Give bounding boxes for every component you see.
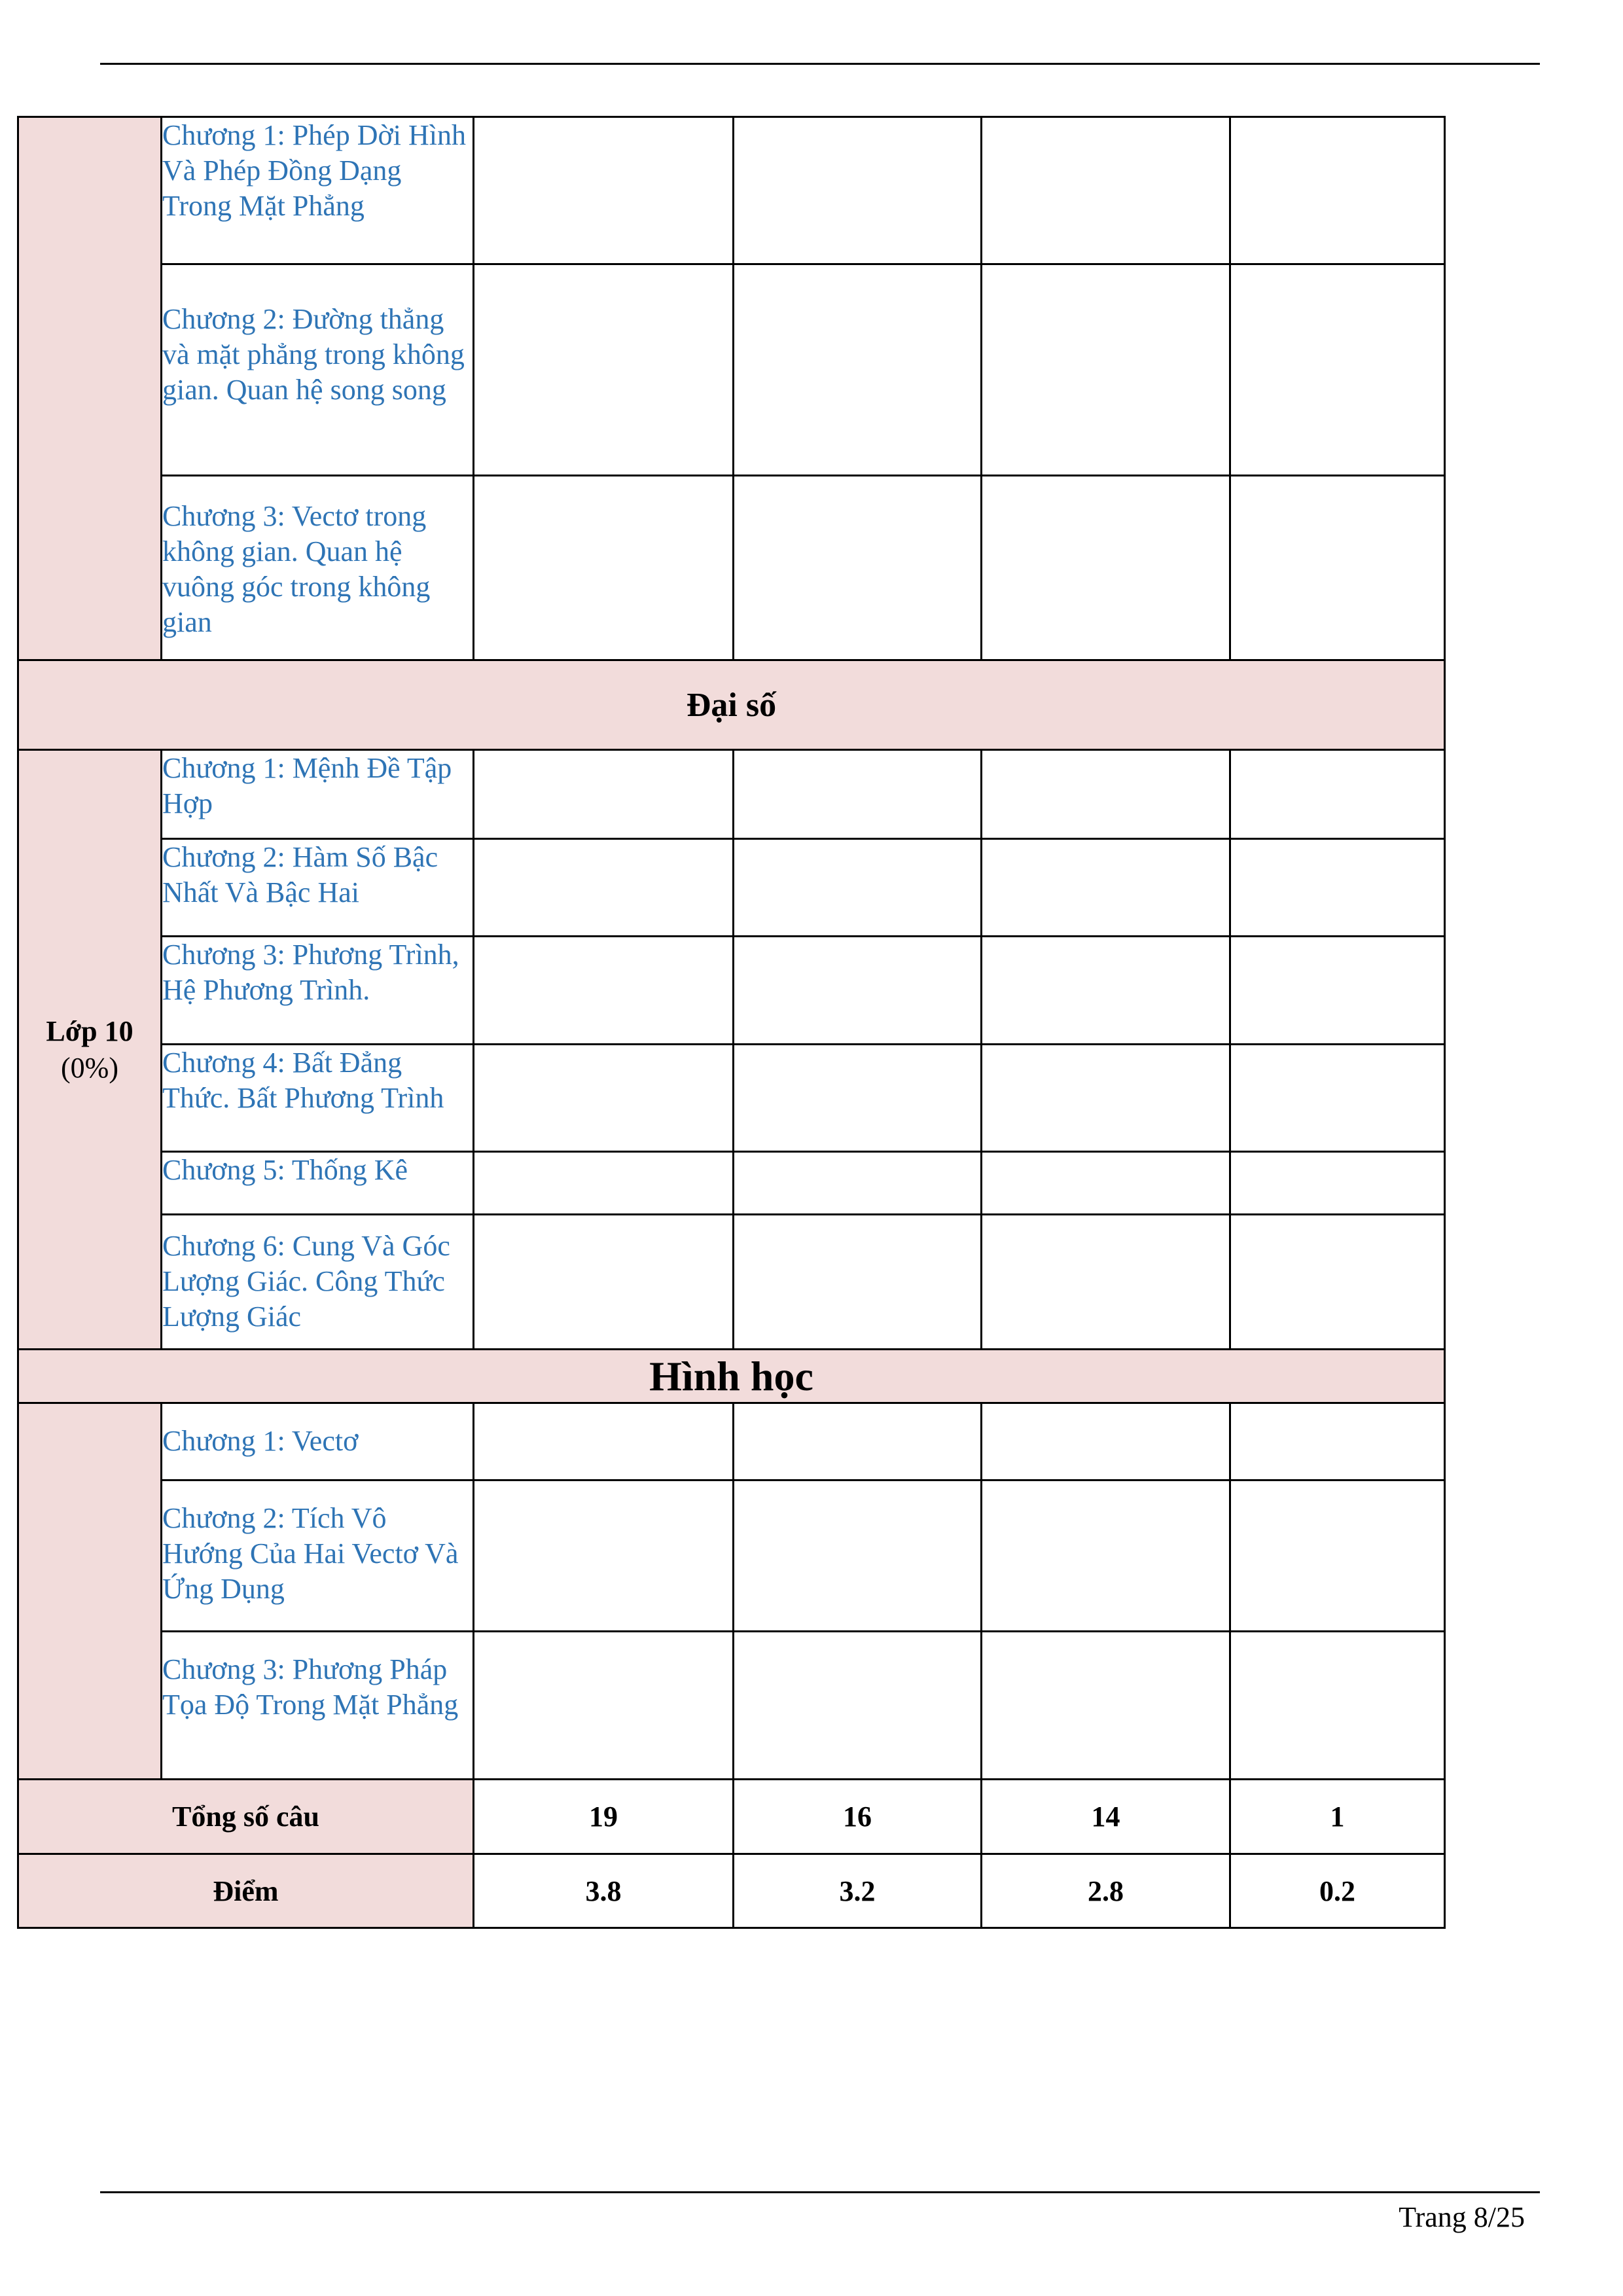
chapter-cell: Chương 3: Phương Trình, Hệ Phương Trình. (162, 937, 474, 1045)
table-row (18, 264, 1445, 476)
grade-cell-lop-10 (18, 750, 162, 1350)
section-row-algebra (18, 660, 1445, 750)
empty-cell (474, 1480, 734, 1632)
table-row (18, 937, 1445, 1045)
section-title-algebra: Đại số (18, 660, 1445, 750)
empty-cell (982, 750, 1230, 839)
empty-cell (982, 1045, 1230, 1152)
empty-cell (474, 1152, 734, 1215)
table-row (18, 1045, 1445, 1152)
empty-cell (1230, 1480, 1445, 1632)
score-value: 3.8 (474, 1854, 734, 1928)
score-value: 2.8 (982, 1854, 1230, 1928)
page-number: Trang 8/25 (1399, 2201, 1525, 2233)
header-rule (100, 63, 1540, 65)
empty-cell (982, 264, 1230, 476)
empty-cell (474, 1045, 734, 1152)
table-row (18, 839, 1445, 937)
empty-cell (982, 476, 1230, 660)
empty-cell (474, 750, 734, 839)
score-value: 0.2 (1230, 1854, 1445, 1928)
table-row (18, 750, 1445, 839)
exam-matrix-table (17, 116, 1446, 1929)
chapter-cell: Chương 2: Hàm Số Bậc Nhất Và Bậc Hai (162, 839, 474, 937)
grade-percent: (0%) (61, 1051, 118, 1084)
table-row (18, 1480, 1445, 1632)
table-row (18, 476, 1445, 660)
empty-cell (734, 937, 982, 1045)
chapter-cell: Chương 6: Cung Và Góc Lượng Giác. Công Thức Lượng Giác (162, 1215, 474, 1350)
empty-cell (1230, 1045, 1445, 1152)
table-row (18, 1632, 1445, 1780)
empty-cell (1230, 1632, 1445, 1780)
empty-cell (982, 937, 1230, 1045)
empty-cell (982, 839, 1230, 937)
chapter-cell: Chương 3: Phương Pháp Tọa Độ Trong Mặt Phẳng (162, 1632, 474, 1780)
empty-cell (982, 117, 1230, 264)
empty-cell (982, 1403, 1230, 1480)
empty-cell (734, 839, 982, 937)
footer-rule (100, 2191, 1540, 2193)
empty-cell (734, 750, 982, 839)
total-questions-label: Tổng số câu (18, 1780, 474, 1854)
score-value: 3.2 (734, 1854, 982, 1928)
table-row (18, 117, 1445, 264)
empty-cell (474, 476, 734, 660)
grade-cell-geometry (18, 1403, 162, 1780)
empty-cell (1230, 264, 1445, 476)
total-questions-value: 14 (982, 1780, 1230, 1854)
empty-cell (734, 476, 982, 660)
empty-cell (474, 1215, 734, 1350)
score-label: Điểm (18, 1854, 474, 1928)
empty-cell (734, 1215, 982, 1350)
empty-cell (1230, 937, 1445, 1045)
empty-cell (474, 1403, 734, 1480)
empty-cell (474, 1632, 734, 1780)
empty-cell (982, 1215, 1230, 1350)
empty-cell (734, 117, 982, 264)
chapter-cell: Chương 1: Phép Dời Hình Và Phép Đồng Dạng Trong Mặt Phẳng (162, 117, 474, 264)
empty-cell (734, 1403, 982, 1480)
chapter-cell: Chương 3: Vectơ trong không gian. Quan hệ vuông góc trong không gian (162, 476, 474, 660)
empty-cell (474, 937, 734, 1045)
table-row (18, 1215, 1445, 1350)
chapter-cell: Chương 5: Thống Kê (162, 1152, 474, 1215)
chapter-cell: Chương 2: Tích Vô Hướng Của Hai Vectơ Và Ứng Dụng (162, 1480, 474, 1632)
empty-cell (1230, 750, 1445, 839)
empty-cell (734, 1632, 982, 1780)
total-questions-value: 19 (474, 1780, 734, 1854)
total-questions-value: 16 (734, 1780, 982, 1854)
empty-cell (474, 264, 734, 476)
empty-cell (1230, 1152, 1445, 1215)
empty-cell (982, 1480, 1230, 1632)
empty-cell (1230, 476, 1445, 660)
empty-cell (474, 839, 734, 937)
section-row-geometry (18, 1350, 1445, 1403)
empty-cell (1230, 1215, 1445, 1350)
total-questions-value: 1 (1230, 1780, 1445, 1854)
section-title-geometry: Hình học (18, 1350, 1445, 1403)
chapter-cell: Chương 4: Bất Đẳng Thức. Bất Phương Trình (162, 1045, 474, 1152)
chapter-cell: Chương 1: Mệnh Đề Tập Hợp (162, 750, 474, 839)
grade-name: Lớp 10 (46, 1014, 134, 1047)
table-row (18, 1152, 1445, 1215)
empty-cell (734, 1480, 982, 1632)
totals-row-score (18, 1854, 1445, 1928)
grade-cell-continued (18, 117, 162, 660)
chapter-cell: Chương 1: Vectơ (162, 1403, 474, 1480)
empty-cell (1230, 117, 1445, 264)
empty-cell (982, 1152, 1230, 1215)
empty-cell (1230, 1403, 1445, 1480)
empty-cell (734, 1045, 982, 1152)
chapter-cell: Chương 2: Đường thẳng và mặt phẳng trong không gian. Quan hệ song song (162, 264, 474, 476)
totals-row-questions (18, 1780, 1445, 1854)
table-row (18, 1403, 1445, 1480)
empty-cell (734, 1152, 982, 1215)
empty-cell (1230, 839, 1445, 937)
empty-cell (734, 264, 982, 476)
empty-cell (982, 1632, 1230, 1780)
empty-cell (474, 117, 734, 264)
